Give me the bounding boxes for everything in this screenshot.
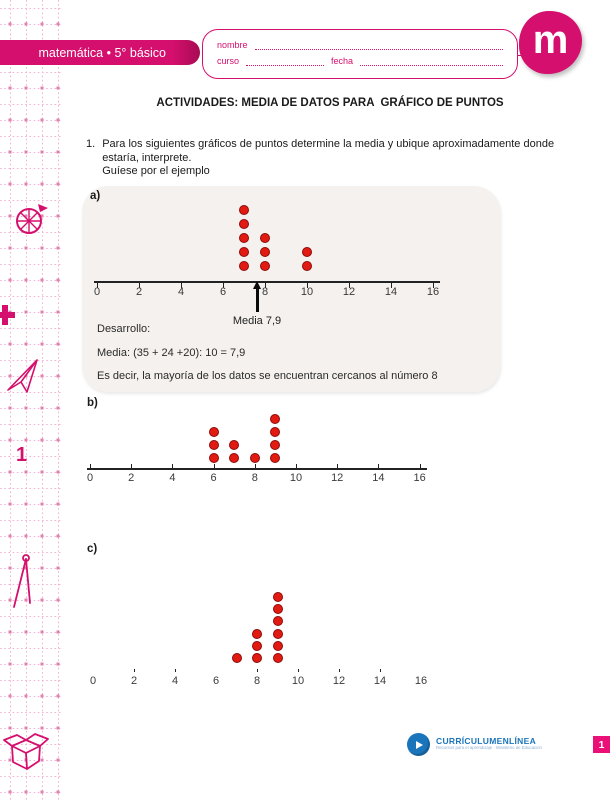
axis-tick-label: 8	[261, 286, 269, 298]
course-field-line	[246, 56, 324, 66]
exercise-number: 1.	[86, 138, 96, 150]
data-dot	[302, 261, 312, 271]
axis-tick-label: 10	[291, 675, 305, 687]
data-dot	[250, 453, 260, 463]
axis-tick	[255, 464, 256, 468]
axis-tick	[90, 464, 91, 468]
data-dot	[252, 641, 262, 651]
page-title: ACTIVIDADES: MEDIA DE DATOS PARA GRÁFICO DE PUNTOS	[156, 97, 504, 109]
section-label-b: b)	[87, 397, 98, 409]
data-dot	[270, 427, 280, 437]
axis-tick	[378, 464, 379, 468]
axis-tick	[298, 669, 299, 672]
axis-tick-label: 8	[251, 472, 258, 484]
data-dot	[239, 205, 249, 215]
data-dot	[270, 414, 280, 424]
axis-tick	[337, 464, 338, 468]
axis-line	[87, 468, 427, 470]
axis-tick-label: 14	[372, 472, 385, 484]
name-field-line	[255, 40, 503, 50]
axis-tick-label: 10	[300, 286, 314, 298]
axis-tick-label: 2	[135, 286, 143, 298]
axis-tick-label: 0	[89, 675, 97, 687]
axis-tick-label: 0	[93, 286, 101, 298]
data-dot	[273, 592, 283, 602]
axis-tick	[131, 464, 132, 468]
interpretation-text: Es decir, la mayoría de los datos se encuentran cercanos al número 8	[97, 370, 438, 382]
instruction-line: Para los siguientes gráficos de puntos determine la media y ubique aproximadamente donde	[102, 138, 555, 150]
student-info-box	[202, 29, 518, 79]
axis-tick-label: 4	[171, 675, 179, 687]
axis-tick-label: 12	[331, 472, 344, 484]
footer-brand: CURRÍCULUMENLÍNEA	[436, 735, 537, 746]
axis-tick-label: 4	[177, 286, 185, 298]
subject-header-bar	[0, 40, 200, 65]
section-label-c: c)	[87, 543, 98, 555]
open-box-icon	[2, 726, 50, 772]
compass-icon	[10, 553, 40, 613]
instruction-line: estaría, interprete.	[102, 151, 192, 164]
axis-tick-label: 6	[212, 675, 220, 687]
name-label: nombre	[217, 40, 248, 51]
footer-tagline: Recursos para el aprendizaje · Ministerio de Educación	[436, 746, 542, 751]
axis-tick	[172, 464, 173, 468]
axis-tick-label: 14	[373, 675, 387, 687]
data-dot	[260, 261, 270, 271]
axis-tick-label: 8	[253, 675, 261, 687]
dot-plot-a	[90, 205, 452, 330]
curriculum-play-icon	[407, 733, 430, 756]
axis-tick	[296, 464, 297, 468]
axis-tick	[420, 464, 421, 468]
instruction-line: Guíese por el ejemplo	[102, 165, 210, 177]
page-number-badge: 1	[593, 736, 610, 753]
data-dot	[273, 641, 283, 651]
exercise-instructions	[86, 138, 580, 179]
axis-tick-label: 2	[130, 675, 138, 687]
date-field-line	[360, 56, 503, 66]
data-dot	[260, 247, 270, 257]
data-dot	[273, 616, 283, 626]
axis-tick-label: 16	[413, 472, 426, 484]
data-dot	[260, 233, 270, 243]
data-dot	[239, 261, 249, 271]
axis-tick	[175, 669, 176, 672]
data-dot	[273, 629, 283, 639]
mean-arrow-line	[256, 288, 259, 312]
dot-plot-c	[85, 590, 435, 690]
course-label: curso	[217, 55, 240, 66]
axis-tick-label: 12	[342, 286, 356, 298]
date-label: fecha	[331, 55, 354, 66]
section-label-a: a)	[90, 190, 101, 202]
mean-value-label: Media 7,9	[232, 315, 282, 327]
data-dot	[239, 233, 249, 243]
axis-tick-label: 2	[128, 472, 135, 484]
mean-formula: Media: (35 + 24 +20): 10 = 7,9	[97, 347, 246, 359]
subject-label: matemática • 5° básico	[38, 45, 166, 60]
m-brand-logo	[519, 11, 582, 74]
axis-tick-label: 6	[210, 472, 217, 484]
axis-tick-label: 4	[169, 472, 176, 484]
data-dot	[229, 440, 239, 450]
footer	[407, 733, 610, 756]
data-dot	[273, 604, 283, 614]
plus-icon	[0, 303, 17, 327]
axis-tick-label: 6	[219, 286, 227, 298]
axis-tick-label: 16	[426, 286, 440, 298]
paper-plane-icon	[5, 356, 41, 396]
axis-tick-label: 16	[414, 675, 428, 687]
axis-tick	[257, 669, 258, 672]
desarrollo-label: Desarrollo:	[97, 323, 151, 335]
axis-tick-label: 14	[384, 286, 398, 298]
axis-tick	[134, 669, 135, 672]
axis-tick-label: 0	[86, 472, 94, 484]
data-dot	[209, 427, 219, 437]
data-dot	[252, 629, 262, 639]
data-dot	[209, 453, 219, 463]
data-dot	[239, 219, 249, 229]
dot-plot-b	[85, 410, 435, 490]
axis-tick	[214, 464, 215, 468]
pizza-wheel-icon	[14, 202, 50, 236]
data-dot	[232, 653, 242, 663]
axis-line	[94, 281, 440, 283]
m-logo-letter: m	[532, 17, 569, 62]
mean-arrow-head	[253, 281, 261, 289]
data-dot	[209, 440, 219, 450]
axis-tick-label: 10	[289, 472, 303, 484]
data-dot	[239, 247, 249, 257]
axis-tick-label: 12	[332, 675, 346, 687]
data-dot	[270, 440, 280, 450]
axis-tick	[339, 669, 340, 672]
data-dot	[229, 453, 239, 463]
data-dot	[270, 453, 280, 463]
axis-tick	[380, 669, 381, 672]
data-dot	[273, 653, 283, 663]
margin-grid-pattern	[0, 0, 62, 800]
data-dot	[252, 653, 262, 663]
margin-number-1: 1	[16, 444, 28, 466]
data-dot	[302, 247, 312, 257]
